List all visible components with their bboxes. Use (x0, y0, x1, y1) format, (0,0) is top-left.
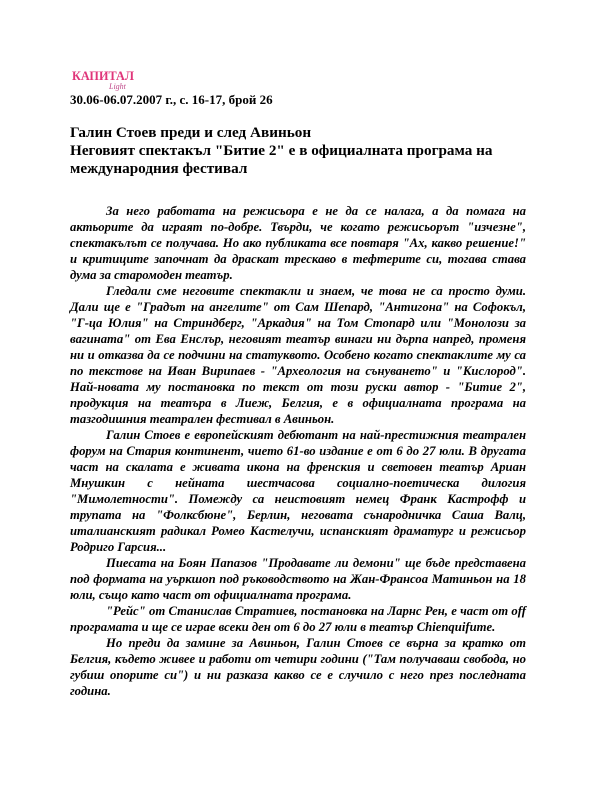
article-paragraph: Но преди да замине за Авиньон, Галин Стоев се върна за кратко от Белгия, където живее и работи от четири години ("Там получаваш свобода, но губиш опорите си") и ни разказа какво се е случило с него през последната година. (70, 636, 526, 698)
article-paragraph: Галин Стоев е европейският дебютант на най-престижния театрален форум на Стария континент, чието 61-во издание е от 6 до 27 юли. В другата част на скалата е живата икона на френския и световен театър Ариан Мнушкин с нейната шестчасова социално-поетическа дилогия "Мимолетности". Помежду са неистовият немец Франк Кастрофф и трупата на "Фолксбюне", Берлин, неговата сънародничка Саша Валц, италианският радикал Ромео Кастелучи, испанският драматург и режисьор Родриго Гарсия... (70, 428, 526, 554)
kapital-light-logo (71, 66, 137, 91)
svg-text:КАПИТАЛ: КАПИТАЛ (72, 68, 135, 83)
publication-meta: 30.06-06.07.2007 г., с. 16-17, брой 26 (70, 92, 273, 107)
article-paragraph: "Рейс" от Станислав Стратиев, постановка на Ларнс Рен, е част от off програмата и ще се играе всеки ден от 6 до 27 юли в театър Chienquifume. (70, 604, 526, 634)
headline-title: Галин Стоев преди и след Авиньон (70, 124, 312, 141)
article-paragraph: Гледали сме неговите спектакли и знаем, че това не са просто думи. Дали ще е "Градът на ангелите" от Сам Шепард, "Антигона" на Софокъл, "Г-ца Юлия" на Стриндберг, "Аркадия" на Том Стопард или "Монолози за вагината" от Ева Енслър, неговият театър винаги ни дърпа напред, променя ни и отказва да се подчини на статуквото. Особено когато спектаклите му са по текстове на Иван Вирипаев - "Археология на сънуването" и "Кислород". Най-новата му постановка по текст от този руски автор - "Битие 2", продукция на театъра в Лиеж, Белгия, е в официалната програма на тазгодишния театрален фестивал в Авиньон. (70, 284, 526, 426)
headline-subtitle: Неговият спектакъл "Битие 2" е в официалната програма на международния фестивал (70, 142, 493, 177)
svg-text:Light: Light (109, 82, 126, 91)
article-headline (70, 124, 540, 178)
article-paragraph: Пиесата на Боян Папазов "Продавате ли демони" ще бъде представена под формата на уъркшоп под ръководството на Жан-Франсоа Матиньон на 18 юли, също като част от официалната програма. (70, 556, 526, 602)
article-body (70, 203, 526, 699)
article-paragraph: За него работата на режисьора е не да се налага, а да помага на актьорите да играят по-добре. Твърди, че когато режисьорът "изчезне", спектакълът се получава. Но ако публиката все повтаря "Ах, какво решение!" и критиците започнат да драскат трескаво в тефтерите си, тогава става дума за старомоден театър. (70, 204, 526, 282)
